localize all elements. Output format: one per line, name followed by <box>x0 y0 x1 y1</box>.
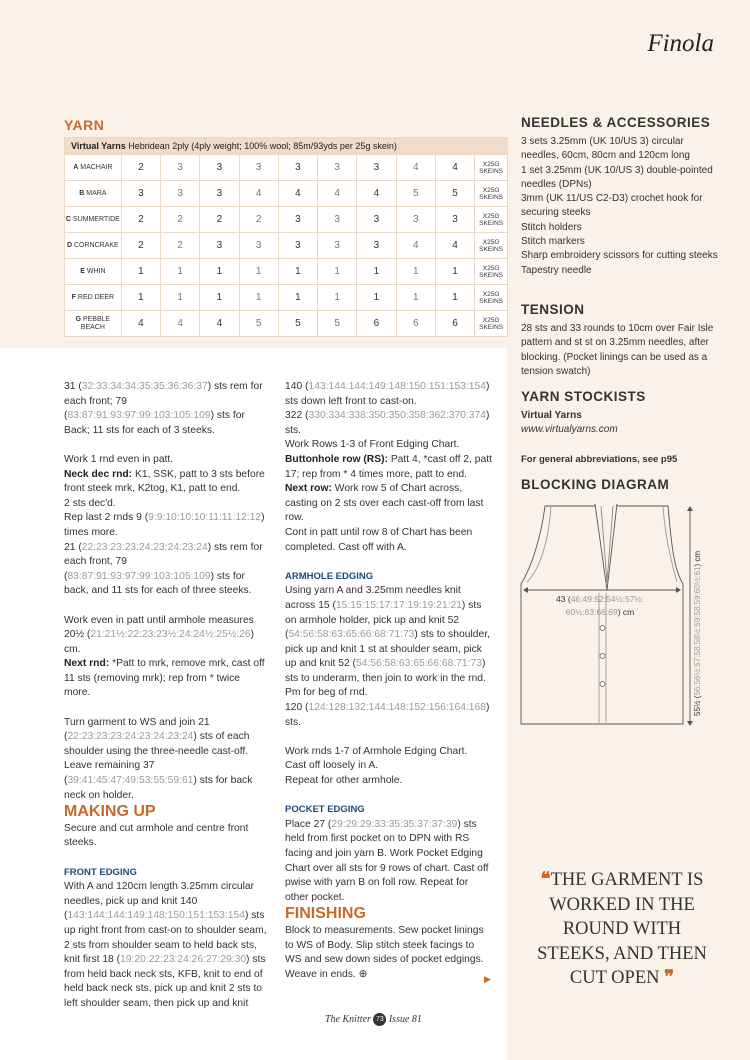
armhole-sts-text: 120 (124:128:132:144:148:152:156:164:168) sts. <box>285 702 490 728</box>
needles-item: Stitch holders <box>521 221 582 233</box>
yarn-shade-cell: C SUMMERTIDE <box>65 207 122 233</box>
width-label: 43 (46:49:52:54½:57½: <box>556 594 644 604</box>
yarn-quantity-cell: 3 <box>278 233 317 259</box>
armhole-chart-text: Work rnds 1-7 of Armhole Edging Chart. <box>285 745 468 757</box>
neck-dec-text: Neck dec rnd: K1, SSK, patt to 3 sts before front steek mrk, K2tog, K1, patt to end. <box>64 468 265 495</box>
yarn-quantity-cell: 4 <box>200 311 239 337</box>
yarn-quantity-cell: 1 <box>357 259 396 285</box>
yarn-quantity-cell: 2 <box>121 233 160 259</box>
armhole-castoff-text: Cast off loosely in A. <box>285 760 379 772</box>
yarn-quantity-cell: 3 <box>396 207 435 233</box>
yarn-row <box>65 155 508 181</box>
next-rnd-text: Next rnd: *Patt to mrk, remove mrk, cast off 11 sts (removing mrk); rep from * twice more. <box>64 658 265 699</box>
yarn-quantity-cell: 1 <box>161 285 200 311</box>
yarn-row <box>65 207 508 233</box>
yarn-quantity-cell: 1 <box>278 259 317 285</box>
yarn-quantity-cell: 4 <box>121 311 160 337</box>
column-2 <box>285 380 493 982</box>
yarn-table-header <box>65 138 508 155</box>
yarn-quantity-cell: 1 <box>200 259 239 285</box>
making-up-text: Secure and cut armhole and centre front steeks. <box>64 822 249 849</box>
yarn-row <box>65 259 508 285</box>
diagram-heading: BLOCKING DIAGRAM <box>521 477 670 492</box>
yarn-shade-cell: G PEBBLE BEACH <box>65 311 122 337</box>
sts-decd-text: 2 sts dec'd. <box>64 497 116 509</box>
yarn-quantity-cell: 3 <box>239 155 278 181</box>
yarn-quantity-cell: 3 <box>435 207 474 233</box>
yarn-quantity-cell: 3 <box>200 155 239 181</box>
width-arrow-left-icon <box>523 587 528 593</box>
yarn-quantity-cell: 3 <box>200 233 239 259</box>
yarn-quantity-cell: 4 <box>318 181 357 207</box>
shoulder-join-text: Turn garment to WS and join 21 (22:23:23:23:24:23:24:23:24) sts of each shoulder using the three-needle cast-off. <box>64 716 250 757</box>
yarn-quantity-cell: 6 <box>435 311 474 337</box>
yarn-quantity-cell: 1 <box>318 285 357 311</box>
stockists <box>521 409 721 438</box>
yarn-quantity-cell: 4 <box>396 233 435 259</box>
yarn-quantity-cell: 4 <box>357 181 396 207</box>
pattern-title: Finola <box>647 30 714 57</box>
height-label: 55½ (56:56½:57:58:58½:59:58:59:60½:61) cm <box>693 550 702 716</box>
blocking-diagram <box>515 498 715 733</box>
left-front-text: 140 (143:144:144:149:148:150:151:153:154) sts down left front to cast-on. <box>285 381 490 407</box>
work-rows-text: Work Rows 1-3 of Front Edging Chart. <box>285 439 460 451</box>
yarn-heading: YARN <box>64 117 105 133</box>
width-arrow-right-icon <box>676 587 681 593</box>
skein-unit-cell: X25G SKEINS <box>475 181 508 207</box>
yarn-quantity-cell: 3 <box>200 181 239 207</box>
yarn-quantity-cell: 2 <box>121 155 160 181</box>
front-sts-text: 31 (32:33:34:34:35:35:36:36:37) sts rem for each front; 79 (83:87:91:93:97:99:103:105:109) sts for Back; 11 sts for each of 3 steeks. <box>64 381 263 436</box>
yarn-quantity-cell: 1 <box>200 285 239 311</box>
cont-patt-text: Cont in patt until row 8 of Chart has been completed. Cast off with A. <box>285 526 473 553</box>
yarn-quantity-cell: 4 <box>239 181 278 207</box>
skein-unit-cell: X25G SKEINS <box>475 207 508 233</box>
abbreviations-note: For general abbreviations, see p95 <box>521 454 678 465</box>
needles-item: 3mm (UK 11/US C2-D3) crochet hook for securing steeks <box>521 193 703 219</box>
yarn-quantity-cell: 5 <box>278 311 317 337</box>
yarn-quantity-cell: 3 <box>318 207 357 233</box>
yarn-quantity-cell: 5 <box>318 311 357 337</box>
width-label-line2: 60½:63:66:69) cm <box>565 607 635 617</box>
continue-arrow-icon: ▶ <box>484 974 491 984</box>
stockists-heading: YARN STOCKISTS <box>521 389 646 404</box>
work-rnd-text: Work 1 rnd even in patt. <box>64 453 174 465</box>
armhole-measure-text: Work even in patt until armhole measures 20½ (21:21½:22:23:23½:24:24½:25½:26) cm. <box>64 614 255 655</box>
pocket-edging-text: Place 27 (29:29:29:33:35:35:37:37:39) sts held from first pocket on to DPN with RS facing and join yarn B. Work Pocket Edging Chart over all sts for 9 rows of chart. Cast off pwise with yarn B on foll row. Repeat for other pocket. <box>285 818 489 903</box>
yarn-quantity-cell: 3 <box>239 233 278 259</box>
making-up-heading: MAKING UP <box>64 803 156 821</box>
finishing-heading: FINISHING <box>285 905 366 923</box>
yarn-quantity-cell: 1 <box>278 285 317 311</box>
yarn-quantity-cell: 4 <box>396 155 435 181</box>
yarn-quantity-cell: 1 <box>435 285 474 311</box>
yarn-quantity-cell: 1 <box>239 285 278 311</box>
end-mark-icon: ⊕ <box>358 968 368 980</box>
yarn-shade-cell: A MACHAIR <box>65 155 122 181</box>
needles-item: Sharp embroidery scissors for cutting steeks <box>521 250 718 262</box>
button-1 <box>600 626 605 631</box>
armhole-band-right <box>663 506 677 582</box>
height-arrow-top-icon <box>687 506 693 511</box>
yarn-quantity-cell: 1 <box>121 259 160 285</box>
needles-heading: NEEDLES & ACCESSORIES <box>521 115 711 130</box>
yarn-quantity-cell: 4 <box>435 233 474 259</box>
yarn-quantity-cell: 3 <box>357 233 396 259</box>
yarn-row <box>65 311 508 337</box>
yarn-shade-cell: F RED DEER <box>65 285 122 311</box>
armhole-band-left <box>527 506 551 582</box>
button-3 <box>600 682 605 687</box>
needles-item: 1 set 3.25mm (UK 10/US 3) double-pointed needles (DPNs) <box>521 164 713 190</box>
open-quote-icon: ❝ <box>540 870 551 890</box>
yarn-quantity-cell: 5 <box>435 181 474 207</box>
yarn-quantity-cell: 3 <box>278 155 317 181</box>
yarn-quantity-cell: 1 <box>435 259 474 285</box>
sts-rem-text: 21 (22:23:23:23:24:23:24:23:24) sts rem for each front, 79 (83:87:91:93:97:99:103:105:109) sts for back, and 11 sts for each of three steeks. <box>64 541 263 597</box>
yarn-row <box>65 181 508 207</box>
yarn-row <box>65 233 508 259</box>
armhole-repeat-text: Repeat for other armhole. <box>285 775 403 787</box>
yarn-quantity-cell: 1 <box>357 285 396 311</box>
yarn-shade-cell: D CORNCRAKE <box>65 233 122 259</box>
needles-item: Stitch markers <box>521 236 585 248</box>
skein-unit-cell: X25G SKEINS <box>475 285 508 311</box>
yarn-shade-cell: B MARA <box>65 181 122 207</box>
yarn-quantity-cell: 2 <box>200 207 239 233</box>
yarn-shade-cell: E WHIN <box>65 259 122 285</box>
yarn-quantity-cell: 4 <box>161 311 200 337</box>
yarn-quantity-cell: 2 <box>239 207 278 233</box>
skein-unit-cell: X25G SKEINS <box>475 233 508 259</box>
yarn-quantity-cell: 2 <box>161 233 200 259</box>
yarn-quantity-cell: 3 <box>357 155 396 181</box>
close-quote-icon: ❞ <box>664 968 675 988</box>
finishing-text: Block to measurements. Sew pocket linings to WS of Body. Slip stitch steek facings to WS and sew down sides of pocket edgings. Weave in ends. ⊕ <box>285 924 484 980</box>
yarn-quantity-cell: 3 <box>161 155 200 181</box>
yarn-quantity-cell: 5 <box>396 181 435 207</box>
yarn-quantity-cell: 3 <box>318 233 357 259</box>
tension-text: 28 sts and 33 rounds to 10cm over Fair Isle pattern and st st on 3.25mm needles, after blocking. (Pocket linings can be used as a tension swatch) <box>521 323 714 377</box>
button-2 <box>600 654 605 659</box>
yarn-quantity-cell: 1 <box>396 285 435 311</box>
front-edging-heading: FRONT EDGING <box>64 866 137 878</box>
yarn-quantity-cell: 6 <box>357 311 396 337</box>
skein-unit-cell: X25G SKEINS <box>475 311 508 337</box>
page-footer: The Knitter 73 Issue 81 <box>325 1013 422 1025</box>
stockist-url[interactable]: www.virtualyarns.com <box>521 424 618 436</box>
tension-heading: TENSION <box>521 302 585 317</box>
yarn-quantity-cell: 1 <box>239 259 278 285</box>
page-number: 73 <box>373 1013 386 1026</box>
yarn-quantity-cell: 1 <box>318 259 357 285</box>
yarn-quantity-cell: 1 <box>121 285 160 311</box>
needles-item: Tapestry needle <box>521 264 592 276</box>
rep-rnds-text: Rep last 2 rnds 9 (9:9:10:10:10:11:11:12:12) times more. <box>64 512 265 538</box>
yarn-quantity-cell: 2 <box>161 207 200 233</box>
yarn-quantity-cell: 3 <box>161 181 200 207</box>
yarn-quantity-cell: 6 <box>396 311 435 337</box>
armhole-edging-text: Using yarn A and 3.25mm needles knit across 15 (15:15:15:17:17:19:19:21:21) sts on armhole holder, pick up and knit 52 (54:56:58:63:65:66:68:71:73) sts to shoulder, pick up and knit 1 st at shoulder seam, pick up and knit 52 (54:56:58:63:65:66:68:71:73) sts to underarm, then join to work in the rnd. Pm for beg of rnd. <box>285 585 490 699</box>
yarn-quantity-cell: 3 <box>357 207 396 233</box>
yarn-quantity-cell: 3 <box>121 181 160 207</box>
yarn-quantity-cell: 3 <box>278 207 317 233</box>
next-row-text: Next row: Work row 5 of Chart across, casting on 2 sts over each cast-off from last row. <box>285 483 484 524</box>
vest-neckband <box>601 506 613 582</box>
yarn-quantity-cell: 1 <box>396 259 435 285</box>
needles-item: 3 sets 3.25mm (UK 10/US 3) circular needles, 60cm, 80cm and 120cm long <box>521 136 690 162</box>
yarn-quantity-cell: 2 <box>121 207 160 233</box>
buttonhole-row-text: Buttonhole row (RS): Patt 4, *cast off 2, patt 17; rep from * 4 times more, patt to end. <box>285 453 492 480</box>
height-arrow-bottom-icon <box>687 721 693 726</box>
front-edging-text: With A and 120cm length 3.25mm circular needles, pick up and knit 140 (143:144:144:149:148:150:151:153:154) sts up right front from cast-on to shoulder seam, 2 sts from shoulder seam to held back sts, knit first 18 (19:20:22:23:24:26:27:29:30) sts from held back neck sts, KFB, knit to end of held back neck sts, pick up and knit 2 sts to left shoulder seam, then pick up and knit <box>64 881 267 1009</box>
back-neck-text: Leave remaining 37 (39:41:45:47:49:53:55:59:61) sts for back neck on holder. <box>64 760 253 801</box>
pocket-edging-heading: POCKET EDGING <box>285 804 365 816</box>
pull-quote: ❝THE GARMENT IS WORKED IN THE ROUND WITH STEEKS, AND THEN CUT OPEN ❞ <box>537 870 707 988</box>
yarn-quantity-cell: 4 <box>435 155 474 181</box>
yarn-quantity-cell: 3 <box>318 155 357 181</box>
yarn-description: Virtual Yarns Hebridean 2ply (4ply weight; 100% wool; 85m/93yds per 25g skein) <box>65 138 508 155</box>
skein-unit-cell: X25G SKEINS <box>475 259 508 285</box>
skein-unit-cell: X25G SKEINS <box>475 155 508 181</box>
total-sts-text: 322 (330:334:338:350:350:358:362:370:374) sts. <box>285 410 490 436</box>
yarn-quantity-cell: 5 <box>239 311 278 337</box>
yarn-rows <box>65 155 508 337</box>
yarn-table <box>64 137 508 337</box>
yarn-quantity-cell: 4 <box>278 181 317 207</box>
needles-list <box>521 135 721 278</box>
column-1 <box>64 380 267 1012</box>
armhole-edging-heading: ARMHOLE EDGING <box>285 570 374 582</box>
yarn-row <box>65 285 508 311</box>
stockist-name: Virtual Yarns <box>521 410 582 421</box>
yarn-quantity-cell: 1 <box>161 259 200 285</box>
